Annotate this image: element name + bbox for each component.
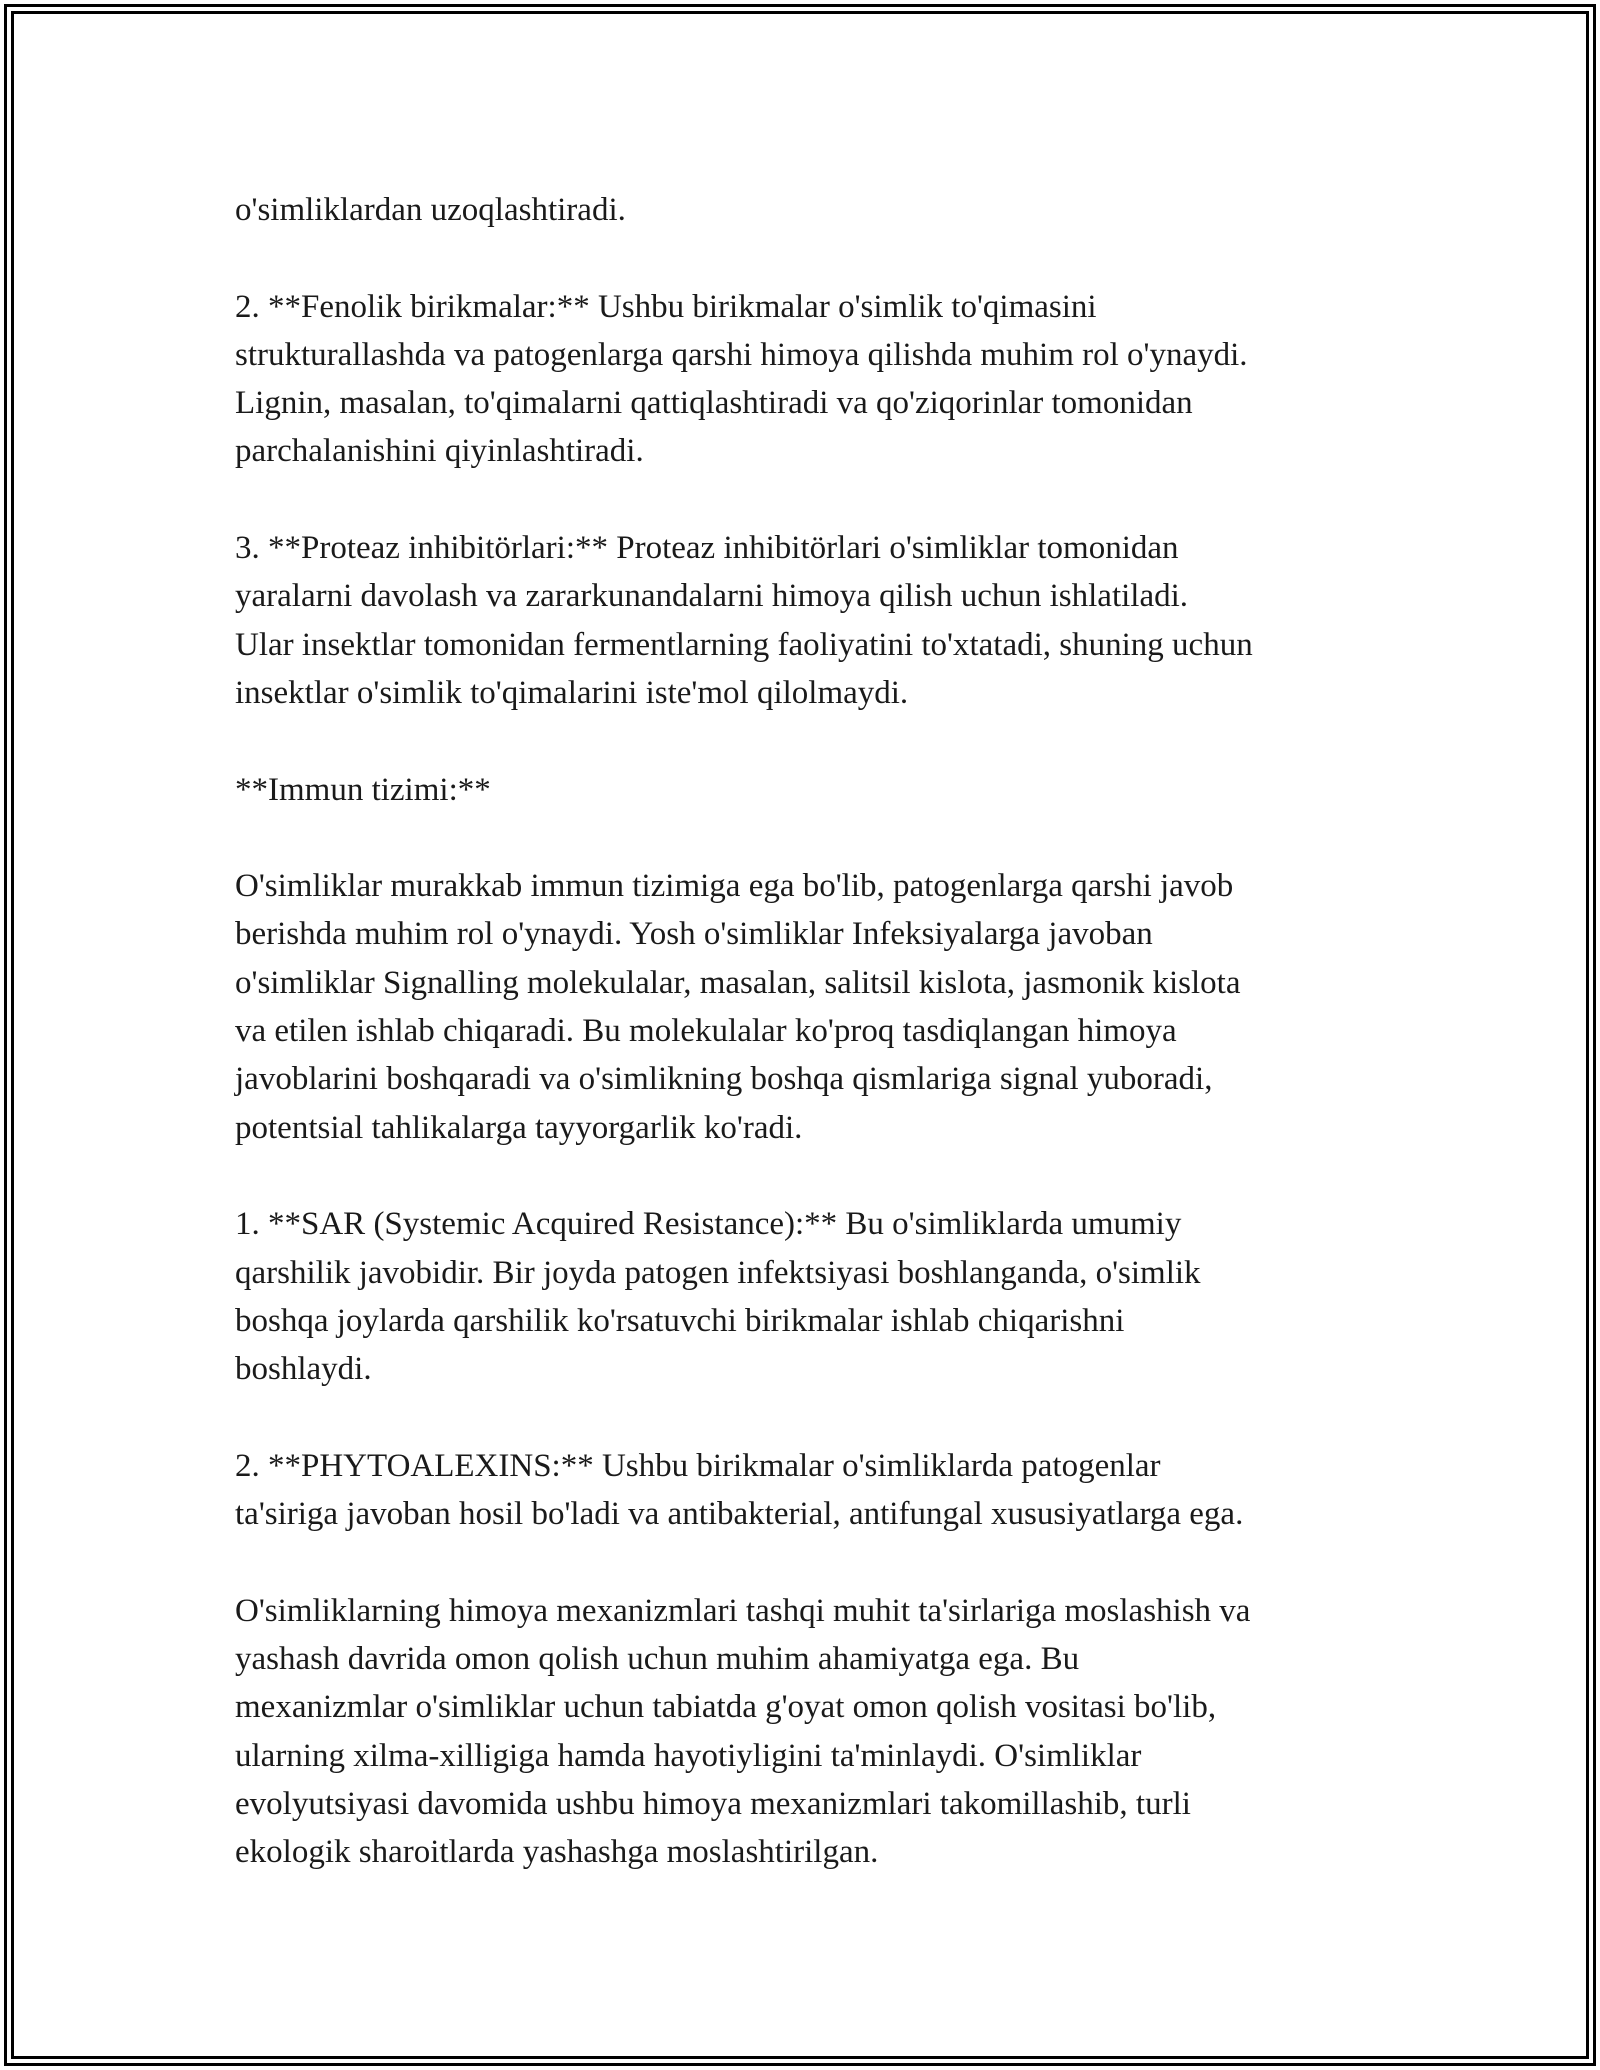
text-line: ekologik sharoitlarda yashashga moslashtirilgan. bbox=[235, 1834, 879, 1871]
paragraph-phytoalexins bbox=[235, 1442, 1385, 1539]
text-line: javoblarini boshqaradi va o'simlikning boshqa qismlariga signal yuboradi, bbox=[235, 1061, 1213, 1098]
paragraph-sar bbox=[235, 1200, 1385, 1393]
text-line: mexanizmlar o'simliklar uchun tabiatda g'oyat omon qolish vositasi bo'lib, bbox=[235, 1689, 1217, 1726]
text-line: yashash davrida omon qolish uchun muhim ahamiyatga ega. Bu bbox=[235, 1640, 1080, 1677]
text-line: o'simliklar Signalling molekulalar, masalan, salitsil kislota, jasmonik kislota bbox=[235, 964, 1241, 1001]
text-line: va etilen ishlab chiqaradi. Bu molekulalar ko'proq tasdiqlangan himoya bbox=[235, 1013, 1177, 1050]
paragraph-immun-tizimi bbox=[235, 862, 1385, 1152]
text-line: 2. **PHYTOALEXINS:** Ushbu birikmalar o'simliklarda patogenlar bbox=[235, 1447, 1161, 1484]
text-line: insektlar o'simlik to'qimalarini iste'mol qilolmaydi. bbox=[235, 674, 909, 711]
text-line: O'simliklar murakkab immun tizimiga ega bo'lib, patogenlarga qarshi javob bbox=[235, 868, 1234, 905]
text-line: 1. **SAR (Systemic Acquired Resistance):** Bu o'simliklarda umumiy bbox=[235, 1206, 1182, 1243]
text-line: o'simliklardan uzoqlashtiradi. bbox=[235, 192, 626, 228]
text-line: evolyutsiyasi davomida ushbu himoya mexanizmlari takomillashib, turli bbox=[235, 1785, 1191, 1822]
text-line: Lignin, masalan, to'qimalarni qattiqlashtiradi va qo'ziqorinlar tomonidan bbox=[235, 385, 1193, 422]
paragraph-proteaz-inhibitorlari bbox=[235, 524, 1385, 717]
text-line: potentsial tahlikalarga tayyorgarlik ko'radi. bbox=[235, 1109, 803, 1146]
text-line: qarshilik javobidir. Bir joyda patogen infektsiyasi boshlanganda, o'simlik bbox=[235, 1254, 1201, 1291]
paragraph-conclusion bbox=[235, 1587, 1385, 1877]
text-line: parchalanishini qiyinlashtiradi. bbox=[235, 433, 644, 470]
text-line: 2. **Fenolik birikmalar:** Ushbu birikmalar o'simlik to'qimasini bbox=[235, 288, 1097, 325]
text-line: boshlaydi. bbox=[235, 1351, 372, 1388]
text-line: O'simliklarning himoya mexanizmlari tashqi muhit ta'sirlariga moslashish va bbox=[235, 1592, 1251, 1629]
text-line: berishda muhim rol o'ynaydi. Yosh o'simliklar Infeksiyalarga javoban bbox=[235, 916, 1153, 953]
text-line: yaralarni davolash va zararkunandalarni himoya qilish uchun ishlatiladi. bbox=[235, 578, 1189, 615]
paragraph-fenolik-birikmalar bbox=[235, 283, 1385, 476]
text-line: **Immun tizimi:** bbox=[235, 771, 491, 808]
text-line: Ular insektlar tomonidan fermentlarning faoliyatini to'xtatadi, shuning uchun bbox=[235, 626, 1253, 663]
text-line: 3. **Proteaz inhibitörlari:** Proteaz inhibitörlari o'simliklar tomonidan bbox=[235, 530, 1179, 567]
text-line: strukturallashda va patogenlarga qarshi himoya qilishda muhim rol o'ynaydi. bbox=[235, 336, 1248, 373]
section-heading-immun-tizimi bbox=[235, 766, 1385, 814]
text-line: boshqa joylarda qarshilik ko'rsatuvchi birikmalar ishlab chiqarishni bbox=[235, 1302, 1125, 1339]
text-line: ularning xilma-xilligiga hamda hayotiyligini ta'minlaydi. O'simliklar bbox=[235, 1737, 1142, 1774]
paragraph-continuation bbox=[235, 186, 1385, 234]
text-line: ta'siriga javoban hosil bo'ladi va antibakterial, antifungal xususiyatlarga ega. bbox=[235, 1496, 1244, 1533]
document-body bbox=[235, 186, 1385, 1876]
